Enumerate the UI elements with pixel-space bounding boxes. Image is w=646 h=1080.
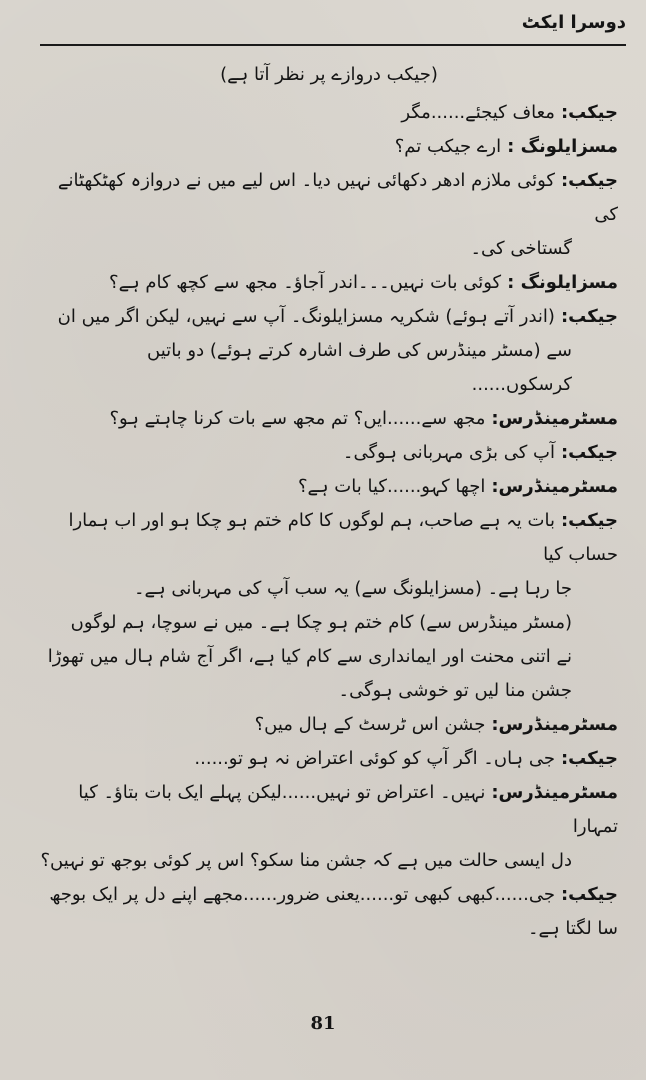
dialogue-continuation <box>40 232 618 266</box>
dialogue-text: بات یہ ہے صاحب، ہم لوگوں کا کام ختم ہو چکا ہو اور اب ہمارا حساب کیا <box>68 510 618 565</box>
speaker-name: مسٹرمینڈرس: <box>491 782 618 803</box>
running-head: دوسرا ایکٹ <box>521 12 626 33</box>
speaker-name: مسزایلونگ : <box>507 272 618 293</box>
dialogue-line <box>40 742 618 776</box>
dialogue-text: جشن اس ٹرسٹ کے ہال میں؟ <box>254 714 486 735</box>
speaker-name: جیکب: <box>560 442 618 463</box>
dialogue-line <box>40 708 618 742</box>
dialogue-text: (اندر آتے ہوئے) شکریہ مسزایلونگ۔ آپ سے نہیں، لیکن اگر میں ان <box>57 306 555 327</box>
page-header <box>40 12 626 46</box>
dialogue-text: کوئی بات نہیں۔۔۔اندر آجاؤ۔ مجھ سے کچھ کام ہے؟ <box>109 272 502 293</box>
speaker-name: جیکب: <box>560 510 618 531</box>
dialogue-line <box>40 504 618 572</box>
dialogue-text: ارے جیکب تم؟ <box>394 136 502 157</box>
dialogue-text: (مسٹر مینڈرس سے) کام ختم ہو چکا ہے۔ میں نے سوچا، ہم لوگوں <box>70 612 572 633</box>
dialogue-line <box>40 96 618 130</box>
dialogue-text: جی......کبھی کبھی تو......یعنی ضرور......مجھے اپنے دل پر ایک بوجھ سا لگتا ہے۔ <box>49 884 618 939</box>
dialogue-text: گستاخی کی۔ <box>470 238 572 259</box>
dialogue-line <box>40 164 618 232</box>
dialogue-text: آپ کی بڑی مہربانی ہوگی۔ <box>342 442 555 463</box>
dialogue-line <box>40 878 618 946</box>
dialogue-line <box>40 266 618 300</box>
dialogue-continuation <box>40 572 618 606</box>
speaker-name: مسٹرمینڈرس: <box>491 714 618 735</box>
dialogue-line <box>40 436 618 470</box>
dialogue-text: جا رہا ہے۔ (مسزایلونگ سے) یہ سب آپ کی مہربانی ہے۔ <box>134 578 572 599</box>
page-number: 81 <box>310 1013 336 1034</box>
dialogue-continuation <box>40 844 618 878</box>
stage-direction: (جیکب دروازے پر نظر آتا ہے) <box>220 64 438 85</box>
dialogue-continuation <box>40 334 618 368</box>
dialogue-block <box>40 96 618 946</box>
dialogue-text: مجھ سے......ایں؟ تم مجھ سے بات کرنا چاہتے ہو؟ <box>109 408 486 429</box>
dialogue-line <box>40 300 618 334</box>
speaker-name: جیکب: <box>560 884 618 905</box>
dialogue-line <box>40 776 618 844</box>
speaker-name: جیکب: <box>560 102 618 123</box>
dialogue-text: دل ایسی حالت میں ہے کہ جشن منا سکو؟ اس پر کوئی بوجھ تو نہیں؟ <box>40 850 572 871</box>
dialogue-continuation <box>40 368 618 402</box>
dialogue-text: اچھا کہو......کیا بات ہے؟ <box>297 476 486 497</box>
speaker-name: مسٹرمینڈرس: <box>491 408 618 429</box>
speaker-name: جیکب: <box>560 170 618 191</box>
dialogue-text: کوئی ملازم ادھر دکھائی نہیں دیا۔ اس لیے میں نے دروازہ کھٹکھٹانے کی <box>57 170 618 225</box>
dialogue-continuation <box>40 674 618 708</box>
dialogue-text: معاف کیجئے......مگر <box>401 102 555 123</box>
speaker-name: جیکب: <box>560 748 618 769</box>
dialogue-line <box>40 130 618 164</box>
dialogue-line <box>40 470 618 504</box>
page-body <box>40 58 618 1010</box>
dialogue-text: کرسکوں...... <box>471 374 572 395</box>
speaker-name: جیکب: <box>560 306 618 327</box>
dialogue-text: سے (مسٹر مینڈرس کی طرف اشارہ کرتے ہوئے) دو باتیں <box>147 340 572 361</box>
dialogue-text: جی ہاں۔ اگر آپ کو کوئی اعتراض نہ ہو تو...... <box>194 748 555 769</box>
dialogue-text: نہیں۔ اعتراض تو نہیں......لیکن پہلے ایک بات بتاؤ۔ کیا تمہارا <box>78 782 618 837</box>
dialogue-text: جشن منا لیں تو خوشی ہوگی۔ <box>338 680 572 701</box>
dialogue-continuation <box>40 606 618 640</box>
dialogue-text: نے اتنی محنت اور ایمانداری سے کام کیا ہے، اگر آج شام ہال میں تھوڑا <box>47 646 572 667</box>
dialogue-continuation <box>40 640 618 674</box>
dialogue-line <box>40 402 618 436</box>
speaker-name: مسٹرمینڈرس: <box>491 476 618 497</box>
speaker-name: مسزایلونگ : <box>507 136 618 157</box>
